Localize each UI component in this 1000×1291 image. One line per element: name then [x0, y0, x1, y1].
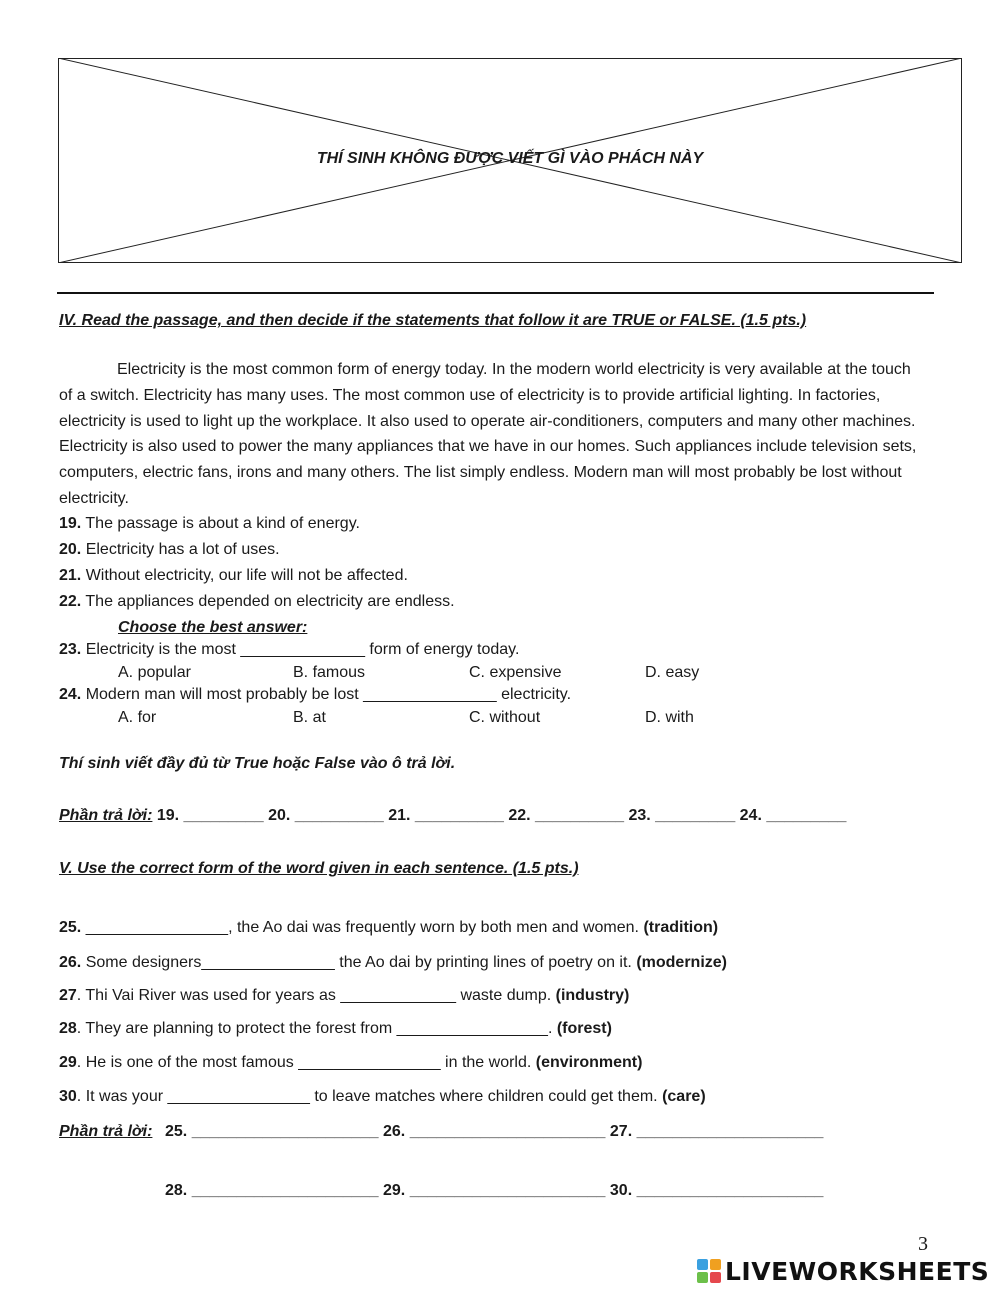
answer-blank[interactable]: ________________ — [85, 919, 229, 936]
answer-blank[interactable]: _______________ — [201, 954, 335, 971]
no-writing-warning: THÍ SINH KHÔNG ĐƯỢC VIẾT GÌ VÀO PHÁCH NÀY — [316, 150, 704, 167]
answer-blank[interactable]: _______________ — [363, 686, 497, 703]
word-hint: (forest) — [556, 1020, 612, 1037]
candidate-header-box — [58, 58, 962, 263]
question-29: 29. He is one of the most famous ________________ in the world. (environment) — [59, 1054, 643, 1071]
answer-blank[interactable]: ______________ — [240, 641, 365, 658]
q24-option-b: B. at — [293, 709, 326, 726]
true-false-instruction: Thí sinh viết đầy đủ từ True hoặc False vào ô trả lời. — [59, 755, 456, 772]
question-23: 23. Electricity is the most ______________ form of energy today. — [59, 641, 520, 658]
section-4-heading: IV. Read the passage, and then decide if the statements that follow it are TRUE or FALSE. (1.5 pts.) — [59, 312, 807, 329]
question-27: 27. Thi Vai River was used for years as _____________ waste dump. (industry) — [59, 987, 630, 1004]
liveworksheets-logo[interactable] — [697, 1258, 989, 1284]
reading-passage — [59, 357, 924, 512]
statement-21: 21. Without electricity, our life will not be affected. — [59, 567, 408, 584]
separator-line — [57, 292, 934, 294]
section-5-heading: V. Use the correct form of the word given in each sentence. (1.5 pts.) — [59, 860, 579, 877]
statement-20: 20. Electricity has a lot of uses. — [59, 541, 280, 558]
word-hint: (environment) — [535, 1054, 643, 1071]
question-28: 28. They are planning to protect the forest from _________________. (forest) — [59, 1020, 612, 1037]
q23-option-d: D. easy — [645, 664, 700, 681]
answer-blanks-19-24[interactable]: 19. _________ 20. __________ 21. __________ 22. __________ 23. _________ 24. _________ — [152, 807, 847, 824]
section-4-answer-row[interactable] — [59, 807, 846, 825]
answer-blank[interactable]: ________________ — [167, 1088, 310, 1105]
q23-option-a: A. popular — [118, 664, 191, 681]
word-hint: (industry) — [555, 987, 630, 1004]
answer-blanks-25-27[interactable]: 25. _____________________ 26. ______________________ 27. _____________________ — [165, 1123, 824, 1140]
q23-option-c: C. expensive — [469, 664, 562, 681]
q24-option-c: C. without — [469, 709, 541, 726]
answer-label: Phần trả lời: — [59, 807, 153, 824]
statement-19: 19. The passage is about a kind of energy. — [59, 515, 360, 532]
word-hint: (care) — [662, 1088, 706, 1105]
question-30: 30. It was your ________________ to leave matches where children could get them. (care) — [59, 1088, 706, 1105]
answer-blanks-28-30[interactable]: 28. _____________________ 29. ______________________ 30. _____________________ — [165, 1182, 824, 1199]
question-24: 24. Modern man will most probably be lost _______________ electricity. — [59, 686, 572, 703]
question-26: 26. Some designers_______________ the Ao dai by printing lines of poetry on it. (modernize) — [59, 954, 727, 971]
logo-wordmark: LIVEWORKSHEETS — [725, 1256, 990, 1286]
question-25: 25. ________________, the Ao dai was frequently worn by both men and women. (tradition) — [59, 919, 719, 936]
answer-blank[interactable]: ________________ — [298, 1054, 441, 1071]
logo-blocks-icon — [697, 1259, 721, 1283]
page-number: 3 — [918, 1233, 928, 1255]
q24-option-a: A. for — [118, 709, 157, 726]
word-hint: (modernize) — [636, 954, 727, 971]
answer-blank[interactable]: _____________ — [340, 987, 456, 1004]
passage-text: Electricity is the most common form of energy today. In the modern world electricity is very available at the touch of a switch. Electricity has many uses. The most common use of electricity is to provide artificial lighting. In factories, electricity is used to light up the workplace. It also used to operate air-conditioners, computers and many other machines. Electricity is also used to power the many appliances that we have in our homes. Such appliances include television sets, computers, electric fans, irons and many others. The list simply endless. Modern man will most probably be lost without electricity. — [59, 361, 917, 507]
statement-22: 22. The appliances depended on electricity are endless. — [59, 593, 455, 610]
answer-blank[interactable]: _________________ — [396, 1020, 548, 1037]
section-5-answer-label: Phần trả lời: — [59, 1123, 153, 1140]
q23-option-b: B. famous — [293, 664, 366, 681]
word-hint: (tradition) — [643, 919, 719, 936]
q24-option-d: D. with — [645, 709, 694, 726]
choose-best-answer-heading: Choose the best answer: — [118, 619, 308, 636]
